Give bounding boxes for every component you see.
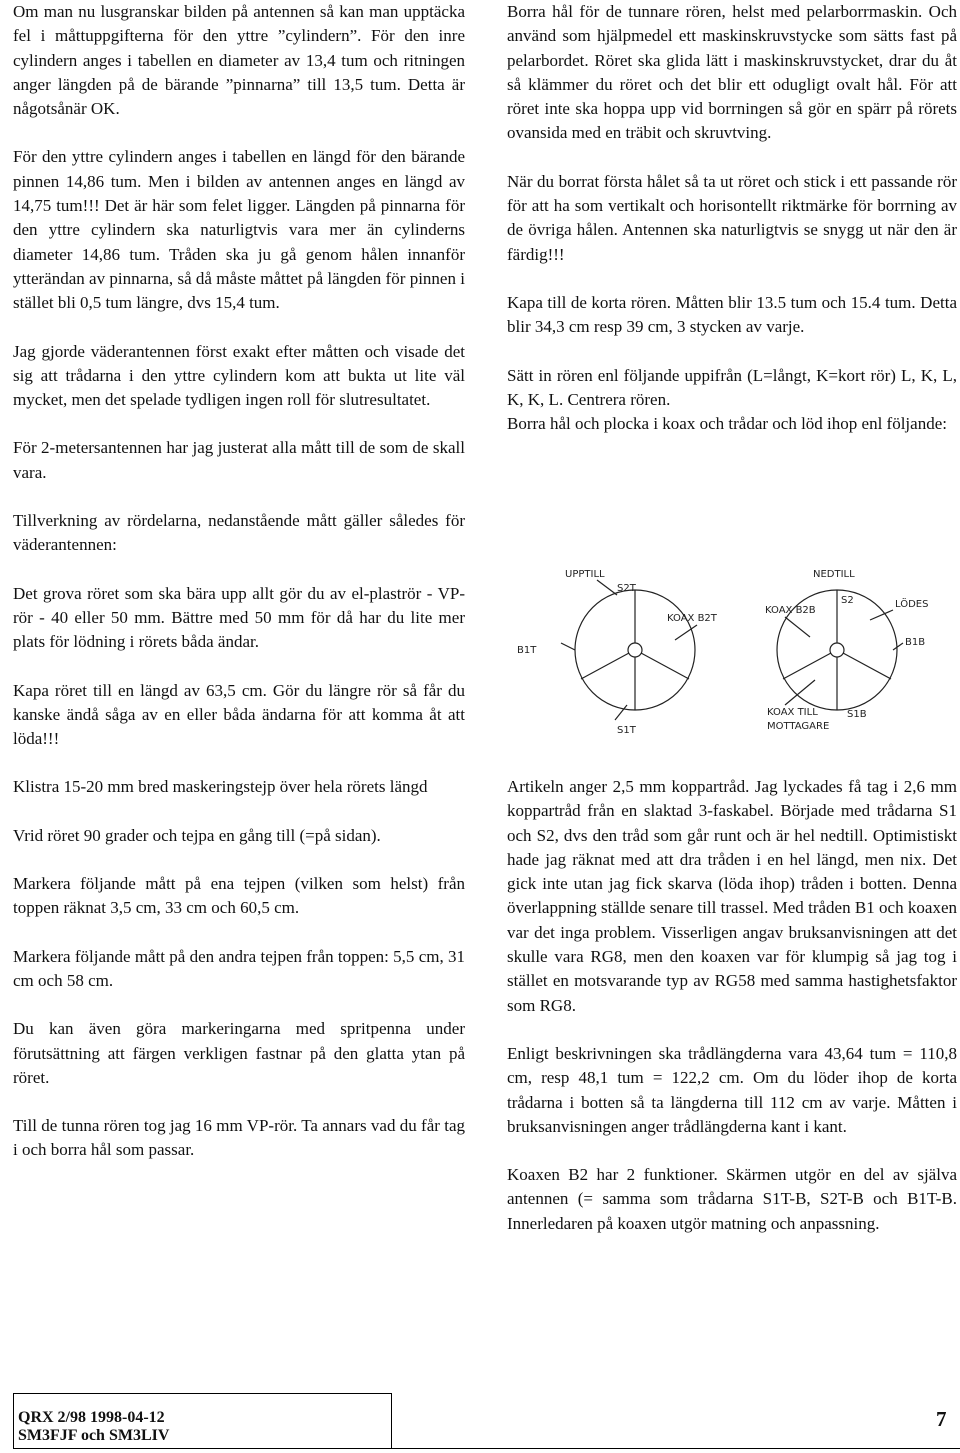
paragraph: Artikeln anger 2,5 mm koppartråd. Jag lyckades få tag i 2,6 mm koppartråd från en slaktad 3-faskabel. Började med trådarna S1 och S2, dvs den tråd som går runt och är hel nedtill. Optimistiskt hade jag räknat med att dra tråden i en hel längd, men nix. Det gick inte utan jag fick skarva (löda ihop) tråden i botten. Denna överlappning ställde senare till trassel. Med tråden B1 och koaxen var det inga problem. Visserligen angav bruksanvisningen att det skulle vara RG8, men den koaxen var för klumpig så jag tog i stället en motsvarande typ av RG58 med samma hastighetsfaktor som RG8. (507, 777, 957, 1015)
right-inner-circle (830, 643, 844, 657)
right-column-top (507, 0, 957, 460)
label-koax-b2t: KOAX B2T (667, 613, 717, 624)
page-number: 7 (936, 1407, 947, 1431)
paragraph: Kapa röret till en längd av 63,5 cm. Gör du längre rör så får du kanske ändå såga av en eller båda ändarna för att komma åt att löda!!! (13, 680, 465, 749)
paragraph: Klistra 15-20 mm bred maskeringstejp över hela rörets längd (13, 777, 428, 797)
label-mottagare: MOTTAGARE (767, 721, 830, 732)
label-koax-b2b: KOAX B2B (765, 605, 816, 616)
footer-rule (392, 1448, 960, 1449)
label-s1t: S1T (617, 725, 636, 736)
paragraph: Det grova röret som ska bära upp allt gör du av el-plaströr - VP-rör - 40 eller 50 mm. Bättre med 50 mm för då har du lite mer plats för lödning i rörets båda ändar. (13, 583, 465, 652)
paragraph: När du borrat första hålet så ta ut röret och stick i ett passande rör för att ha som vertikalt och horisontellt riktmärke för borrning av de övriga hålen. Antennen ska naturligtvis se snygg ut när den är färdig!!! (507, 171, 957, 264)
wiring-diagram (505, 555, 957, 780)
paragraph: Tillverkning av rördelarna, nedanstående mått gäller således för väderantennen: (13, 511, 465, 555)
label-b1t: B1T (517, 645, 537, 656)
footer-issue: QRX 2/98 1998-04-12 (18, 1409, 165, 1426)
paragraph: Till de tunna rören tog jag 16 mm VP-rör. Ta annars vad du får tag i och borra hål som passar. (13, 1116, 465, 1160)
paragraph: För 2-metersantennen har jag justerat alla mått till de som de skall vara. (13, 438, 465, 482)
paragraph: Koaxen B2 har 2 funktioner. Skärmen utgör en del av själva antennen (= samma som trådarna S1T-B, S2T-B och B1T-B. Innerledaren på koaxen utgör matning och anpassning. (507, 1165, 957, 1233)
label-s2: S2 (841, 595, 854, 606)
paragraph: Kapa till de korta rören. Måtten blir 13.5 tum och 15.4 tum. Detta blir 34,3 cm resp 39 cm, 3 stycken av varje. (507, 292, 957, 337)
paragraph: Du kan även göra markeringarna med spritpenna under förutsättning att färgen verkligen fastnar på den glatta ytan på röret. (13, 1019, 465, 1087)
label-koax-till: KOAX TILL (767, 707, 818, 718)
label-b1b: B1B (905, 637, 926, 648)
left-inner-circle (628, 643, 642, 657)
label-upptill: UPPTILL (565, 569, 605, 580)
paragraph: Borra hål och plocka i koax och trådar och löd ihop enl följande: (507, 414, 947, 434)
paragraph: Om man nu lusgranskar bilden på antennen så kan man upptäcka fel i måttuppgifterna för den yttre ”cylindern”. För den inre cylindern anges i tabellen en diameter av 13,4 tum och ritningen anger längden på de bärande ”pinnarna” till 13,5 tum. Detta är någotsånär OK. (13, 2, 465, 119)
footer-authors: SM3FJF och SM3LIV (18, 1427, 170, 1444)
paragraph: Sätt in rören enl följande uppifrån (L=långt, K=kort rör) L, K, L, K, K, L. Centrera rören. (507, 365, 957, 409)
paragraph: Jag gjorde väderantennen först exakt efter måtten och visade det sig att trådarna i den yttre cylindern kom att bukta ut lite väl mycket, men det spelade tydligen ingen roll för slutresultatet. (13, 341, 465, 410)
paragraph: Markera följande mått på den andra tejpen från toppen: 5,5 cm, 31 cm och 58 cm. (13, 946, 465, 990)
paragraph: Enligt beskrivningen ska trådlängderna vara 43,64 tum = 110,8 cm, resp 48,1 tum = 122,2 cm. Om du löder ihop de korta trådarna i botten så ta längderna till 112 cm av varje. Måtten i bruksanvisningen anger trådlängderna kant i kant. (507, 1043, 957, 1136)
paragraph: Borra hål för de tunnare rören, helst med pelarborrmaskin. Och använd som hjälpmedel ett maskinskruvstycke som sätts fast på pelarbordet. Röret ska glida lätt i maskinskruvstycket, drar du åt så klämmer du röret och det blir ett odugligt ovalt hål. För att röret inte ska hoppa upp vid borrningen så gör en spärr på rörets ovansida med en träbit och skruvtving. (507, 2, 957, 143)
label-s2t: S2T (617, 583, 636, 594)
paragraph: För den yttre cylindern anges i tabellen en längd för den bärande pinnen 14,86 tum. Men i bilden av antennen anges en längd av 14,75 tum!!! Det är här som felet ligger. Längden på pinnarna för den yttre cylindern ska naturligtvis vara mer än cylinderns diameter 14,86 tum. Tråden ska ju gå genom hålen innanför ytterändan av pinnarna, så då måste måttet på längden för pinnen i stället bli 0,5 tum längre, dvs 15,4 tum. (13, 147, 465, 313)
paragraph: Vrid röret 90 grader och tejpa en gång till (=på sidan). (13, 825, 381, 845)
label-s1b: S1B (847, 709, 867, 720)
label-nedtill: NEDTILL (813, 569, 855, 580)
label-lodes: LÖDES (895, 599, 929, 610)
paragraph: Markera följande mått på ena tejpen (vilken som helst) från toppen räknat 3,5 cm, 33 cm och 60,5 cm. (13, 874, 465, 918)
left-column (13, 0, 465, 1187)
right-column-bottom (507, 775, 957, 1260)
